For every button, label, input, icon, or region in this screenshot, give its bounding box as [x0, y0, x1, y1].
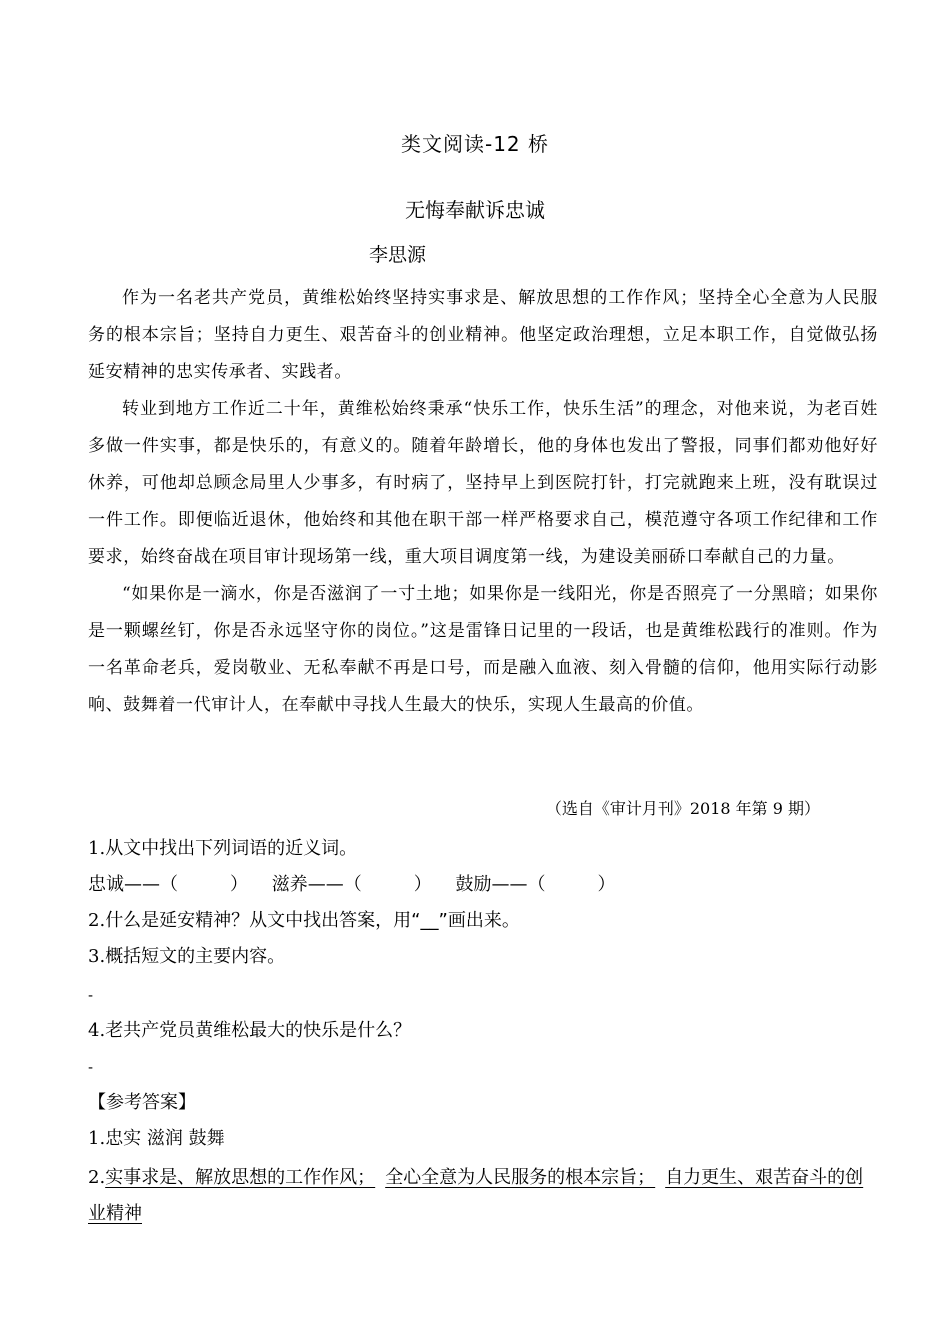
synonym-item-word: 鼓励——（	[455, 874, 546, 895]
synonym-item-word: 忠诚——（	[88, 874, 178, 895]
answer-underlined-part: 全心全意为人民服务的根本宗旨；	[385, 1167, 656, 1188]
question-number: 2.	[88, 910, 106, 931]
question-text: 老共产党员黄维松最大的快乐是什么？	[105, 1020, 412, 1041]
question-2	[88, 906, 878, 932]
answer-underlined-part: 自力更生、艰苦奋斗的创业精神	[88, 1167, 864, 1224]
synonym-item-word: 滋养——（	[271, 874, 362, 895]
question-text: 从文中找出下列词语的近义词。	[105, 838, 358, 859]
answer-2	[88, 1160, 878, 1232]
article-title: 无悔奉献诉忠诚	[405, 198, 545, 222]
answer-key-header: 【参考答案】	[88, 1092, 196, 1113]
question-number: 3.	[88, 946, 106, 967]
answer-1	[88, 1124, 878, 1150]
synonym-item-close: ）	[413, 874, 432, 895]
answer-line-placeholder: -	[88, 988, 94, 1004]
answer-number: 2.	[88, 1167, 106, 1188]
paragraph: 转业到地方工作近二十年，黄维松始终秉承“快乐工作，快乐生活”的理念，对他来说，为老百姓多做一件实事，都是快乐的，有意义的。随着年龄增长，他的身体也发出了警报，同事们都劝他好好休养，可他却总顾念局里人少事多，有时病了，坚持早上到医院打针，打完就跑来上班，没有耽误过一件工作。即便临近退休，他始终和其他在职干部一样严格要求自己，模范遵守各项工作纪律和工作要求，始终奋战在项目审计现场第一线，重大项目调度第一线，为建设美丽硚口奉献自己的力量。	[88, 399, 878, 567]
document-title: 类文阅读-12 桥	[400, 132, 550, 156]
paragraph: “如果你是一滴水，你是否滋润了一寸土地；如果你是一线阳光，你是否照亮了一分黑暗；如果你是一颗螺丝钉，你是否永远坚守你的岗位。”这是雷锋日记里的一段话，也是黄维松践行的准则。作为一名革命老兵，爱岗敬业、无私奉献不再是口号，而是融入血液、刻入骨髓的信仰，他用实际行动影响、鼓舞着一代审计人，在奉献中寻找人生最大的快乐，实现人生最高的价值。	[88, 584, 878, 715]
answer-line-placeholder: -	[88, 1060, 94, 1076]
answer-underlined-part: 实事求是、解放思想的工作作风；	[105, 1167, 376, 1188]
question-text: 概括短文的主要内容。	[105, 946, 286, 967]
question-number: 1.	[88, 838, 106, 859]
question-4	[88, 1016, 878, 1042]
question-3	[88, 942, 878, 968]
article-author: 李思源	[369, 244, 427, 266]
paragraph: 作为一名老共产党员，黄维松始终坚持实事求是、解放思想的工作作风；坚持全心全意为人民服务的根本宗旨；坚持自力更生、艰苦奋斗的创业精神。他坚定政治理想，立足本职工作，自觉做弘扬延安精神的忠实传承者、实践者。	[88, 288, 878, 382]
article-source: （选自《审计月刊》2018 年第 9 期）	[545, 799, 820, 818]
question-number: 4.	[88, 1020, 106, 1041]
answer-number: 1.	[88, 1128, 106, 1149]
answer-text: 忠实 滋润 鼓舞	[105, 1128, 225, 1149]
synonym-item-close: ）	[597, 874, 616, 895]
synonym-item-close: ）	[230, 874, 248, 895]
question-text: 什么是延安精神？从文中找出答案，用“__”画出来。	[105, 910, 520, 931]
question-1	[88, 834, 878, 860]
synonym-blanks	[88, 870, 878, 896]
article-body	[88, 280, 878, 724]
